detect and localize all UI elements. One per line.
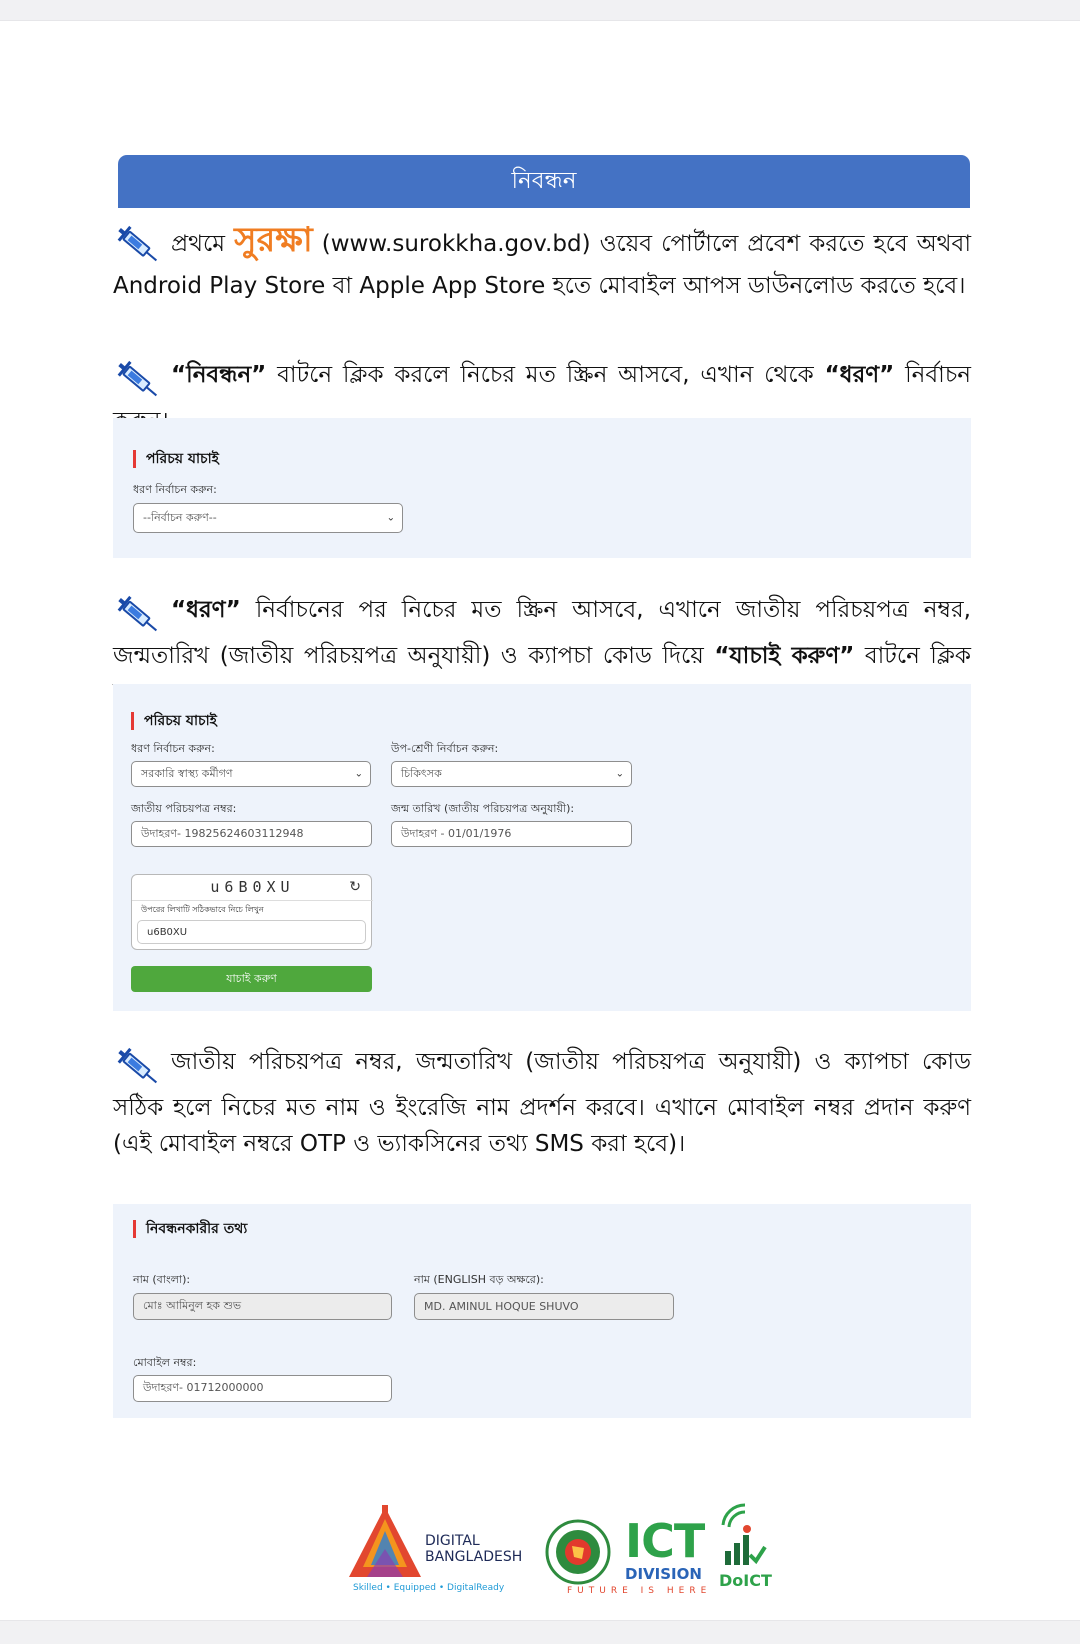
chevron-down-icon: ⌄ [386,512,395,524]
type-label: ধরণ নির্বাচন করুন: [133,483,217,496]
government-seal-icon [545,1519,611,1585]
digital-bangladesh-logo-icon [345,1505,425,1583]
doict-label: DoICT [719,1571,772,1590]
bottom-bar [0,1620,1080,1644]
dob-label: জন্ম তারিখ (জাতীয় পরিচয়পত্র অনুযায়ী): [391,802,575,815]
doict-signal-icon [717,1503,767,1569]
step-2-end: নির্বাচন [905,362,971,388]
mobile-placeholder: উদাহরণ- 01712000000 [143,1381,264,1394]
digital-tagline: Skilled • Equipped • DigitalReady [353,1583,505,1593]
doict-text [719,1571,772,1590]
captcha-box [131,874,372,950]
step-3-quote-verify: “যাচাই করুণ” [714,643,855,669]
identity-verify-panel-1 [113,418,971,558]
step-3-end: বাটনে ক্লিক [864,643,971,669]
name-bn-field [133,1293,392,1320]
page-title: নিবন্ধন [511,168,577,194]
subcategory-label: উপ-শ্রেণী নির্বাচন করুন: [391,742,499,755]
digital-line-2: BANGLADESH [425,1549,523,1565]
name-en-value: MD. AMINUL HOQUE SHUVO [424,1300,579,1313]
dob-placeholder: উদাহরণ - 01/01/1976 [401,826,512,840]
chevron-down-icon: ⌄ [354,768,363,780]
ict-text: ICT [625,1514,705,1568]
name-en-field [414,1293,674,1320]
panel-title: পরিচয় যাচাই [133,450,219,468]
syringe-icon [113,222,163,268]
nid-input[interactable] [131,821,372,847]
top-bar [0,0,1080,21]
digital-line-1: DIGITAL [425,1533,480,1549]
nid-label: জাতীয় পরিচয়পত্র নম্বর: [131,802,237,815]
identity-verify-panel-2 [113,684,971,1011]
step-1-pre: প্রথমে [171,231,226,257]
step-3-mid: নির্বাচনের পর নিচের মত স্ক্রিন আসবে, এখানে জাতীয় পরিচয়পত্র নম্বর, জন্মতারিখ (জাতীয় পরিচয়পত্র অনুযায়ী) ও ক্যাপচা কোড দিয়ে [113,597,971,669]
refresh-icon[interactable]: ↻ [349,879,361,895]
type-select[interactable] [131,761,371,787]
captcha-code: u6B0XU [210,878,295,896]
page-header [118,155,970,208]
dob-input[interactable] [391,821,632,847]
captcha-hint: উপরের লিখাটি সঠিকভাবে নিচে লিখুন [141,905,264,914]
name-bn-label: নাম (বাংলা): [133,1273,191,1286]
step-2-quote-register: “নিবন্ধন” [171,362,267,388]
nid-placeholder: উদাহরণ- 19825624603112948 [141,826,304,840]
type-select-value: --নির্বাচন করুণ-- [143,510,217,524]
captcha-input-value: u6B0XU [147,926,188,938]
step-4-text: জাতীয় পরিচয়পত্র নম্বর, জন্মতারিখ (জাতীয় পরিচয়পত্র অনুযায়ী) ও ক্যাপচা কোড সঠিক হলে নিচের মত নাম ও ইংরেজি নাম প্রদর্শন করবে। এখানে মোবাইল নম্বর প্রদান করুণ (এই মোবাইল নম্বরে OTP ও ভ্যাকসিনের তথ্য SMS করা হবে)। [113,1049,971,1157]
registrant-info-panel [113,1204,971,1418]
surokkha-brand: সুরক্ষা [234,220,313,260]
mobile-input[interactable] [133,1375,392,1402]
step-1-text: (www.surokkha.gov.bd) ওয়েব পোর্টালে প্রবেশ করতে হবে অথবা Android Play Store বা Apple App Store হতে মোবাইল আপস ডাউনলোড করতে হবে। [113,231,971,299]
mobile-label: মোবাইল নম্বর: [133,1356,197,1369]
verify-button[interactable] [131,966,372,992]
verify-button-label: যাচাই করুণ [226,971,277,985]
name-en-label: নাম (ENGLISH বড় অক্ষরে): [414,1273,544,1286]
chevron-down-icon: ⌄ [615,768,624,780]
ict-tagline: FUTURE IS HERE [567,1586,712,1596]
subcategory-select[interactable] [391,761,632,787]
syringe-icon [113,357,163,403]
syringe-icon [113,1044,163,1090]
syringe-icon [113,592,163,638]
digital-bangladesh-text [425,1533,522,1565]
name-bn-value: মোঃ আমিনুল হক শুভ [143,1299,242,1312]
step-1-paragraph [113,222,971,304]
footer-logos [345,1503,785,1595]
type-select[interactable] [133,503,403,533]
step-2-mid: বাটনে ক্লিক করলে নিচের মত স্ক্রিন আসবে, এখান থেকে [266,362,825,388]
captcha-input[interactable] [137,920,366,944]
type-label: ধরণ নির্বাচন করুন: [131,742,215,755]
subcategory-select-value: চিকিৎসক [401,766,442,780]
ict-division-text: DIVISION [625,1565,702,1583]
panel-title: নিবন্ধনকারীর তথ্য [133,1220,247,1238]
step-4-paragraph [113,1044,971,1162]
step-2-quote-type: “ধরণ” [824,362,895,388]
step-3-quote-type: “ধরণ” [171,597,241,623]
type-select-value: সরকারি স্বাস্থ্য কর্মীগণ [141,766,233,780]
panel-title: পরিচয় যাচাই [131,712,217,730]
